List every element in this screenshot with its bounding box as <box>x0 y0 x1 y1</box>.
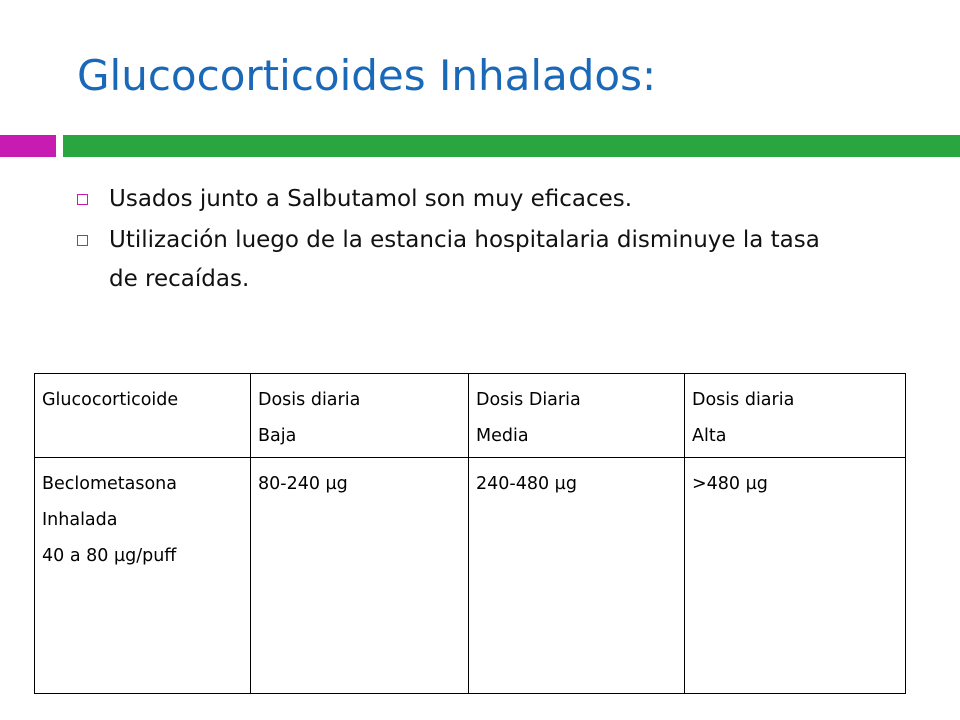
table-cell-dose-high <box>685 458 906 694</box>
bullet-item <box>77 180 837 219</box>
header-cell-text: Alta <box>692 426 727 446</box>
hollow-square-icon <box>77 235 88 246</box>
title-divider-bar <box>63 135 960 157</box>
bullet-text: Utilización luego de la estancia hospitalaria disminuye la tasa de recaídas. <box>109 227 820 292</box>
table-cell-text: Inhalada <box>42 510 118 530</box>
table-row <box>35 458 906 694</box>
header-cell-text: Dosis diaria <box>692 390 795 410</box>
header-cell-dosis-alta <box>685 374 906 458</box>
table-cell-dose-medium <box>469 458 685 694</box>
bullet-list <box>77 180 837 301</box>
table-header-row <box>35 374 906 458</box>
slide-title: Glucocorticoides Inhalados: <box>77 51 657 100</box>
header-cell-glucocorticoide <box>35 374 251 458</box>
header-cell-text: Glucocorticoide <box>42 390 179 410</box>
header-cell-dosis-media <box>469 374 685 458</box>
table-cell-text: >480 µg <box>692 474 768 494</box>
bullet-item <box>77 221 837 299</box>
header-cell-text: Dosis Diaria <box>476 390 581 410</box>
table-cell-drug <box>35 458 251 694</box>
table-cell-text: Beclometasona <box>42 474 178 494</box>
table-cell-text: 80-240 µg <box>258 474 348 494</box>
table-cell-text: 240-480 µg <box>476 474 577 494</box>
header-cell-text: Baja <box>258 426 297 446</box>
header-cell-text: Dosis diaria <box>258 390 361 410</box>
header-cell-dosis-baja <box>251 374 469 458</box>
table-cell-text: 40 a 80 µg/puff <box>42 546 177 566</box>
header-cell-text: Media <box>476 426 529 446</box>
hollow-square-icon <box>77 194 88 205</box>
table-cell-dose-low <box>251 458 469 694</box>
title-accent-bar <box>0 135 56 157</box>
dose-table <box>34 373 906 694</box>
bullet-text: Usados junto a Salbutamol son muy eficaces. <box>109 186 633 212</box>
